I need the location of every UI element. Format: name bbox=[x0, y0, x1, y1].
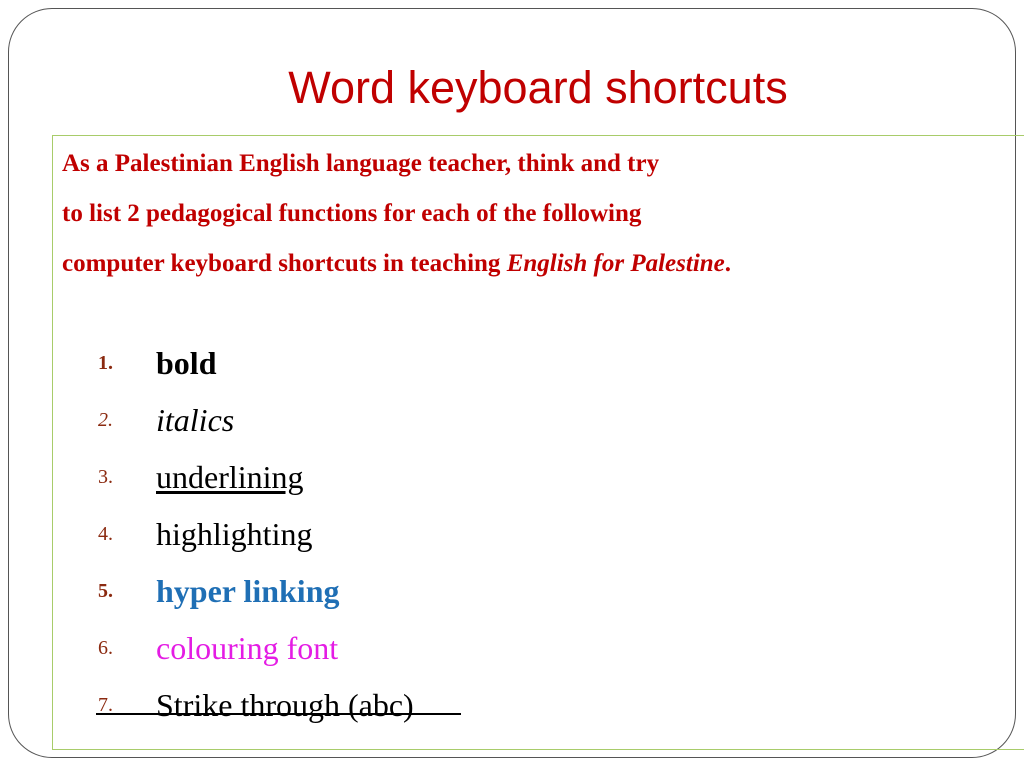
list-label-highlighting: highlighting bbox=[156, 516, 313, 552]
list-item-hyper-linking bbox=[0, 566, 1000, 623]
slide-title: Word keyboard shortcuts bbox=[288, 62, 788, 113]
strike-through-line bbox=[96, 713, 461, 715]
shortcut-list bbox=[0, 338, 1000, 737]
list-number: 3. bbox=[98, 466, 113, 488]
list-item-italics bbox=[0, 395, 1000, 452]
intro-paragraph bbox=[62, 139, 1002, 289]
list-item-highlighting bbox=[0, 509, 1000, 566]
course-name: English for Palestine bbox=[506, 250, 725, 277]
intro-line-3-end: . bbox=[724, 250, 732, 277]
intro-line-2: to list 2 pedagogical functions for each of the following bbox=[62, 200, 642, 227]
list-label-hyper-linking: hyper linking bbox=[156, 573, 340, 609]
list-item-underlining bbox=[0, 452, 1000, 509]
list-number: 7. bbox=[98, 694, 113, 716]
list-label-italics: italics bbox=[156, 402, 235, 438]
intro-line-1: As a Palestinian English language teacher, think and try bbox=[62, 150, 660, 177]
list-item-colouring-font bbox=[0, 623, 1000, 680]
list-label-strike-through: Strike through (abc) bbox=[156, 687, 414, 723]
list-number: 2. bbox=[98, 409, 113, 431]
list-item-bold bbox=[0, 338, 1000, 395]
intro-line-3-text: computer keyboard shortcuts in teaching bbox=[62, 250, 507, 277]
list-number: 4. bbox=[98, 523, 113, 545]
list-item-strike-through bbox=[0, 680, 1000, 737]
list-number: 1. bbox=[98, 352, 113, 374]
intro-line-3 bbox=[62, 239, 1002, 289]
list-label-underlining: underlining bbox=[156, 459, 304, 495]
list-label-colouring-font: colouring font bbox=[156, 630, 339, 666]
list-number: 5. bbox=[98, 580, 113, 602]
list-number: 6. bbox=[98, 637, 113, 659]
list-label-bold: bold bbox=[156, 345, 217, 381]
